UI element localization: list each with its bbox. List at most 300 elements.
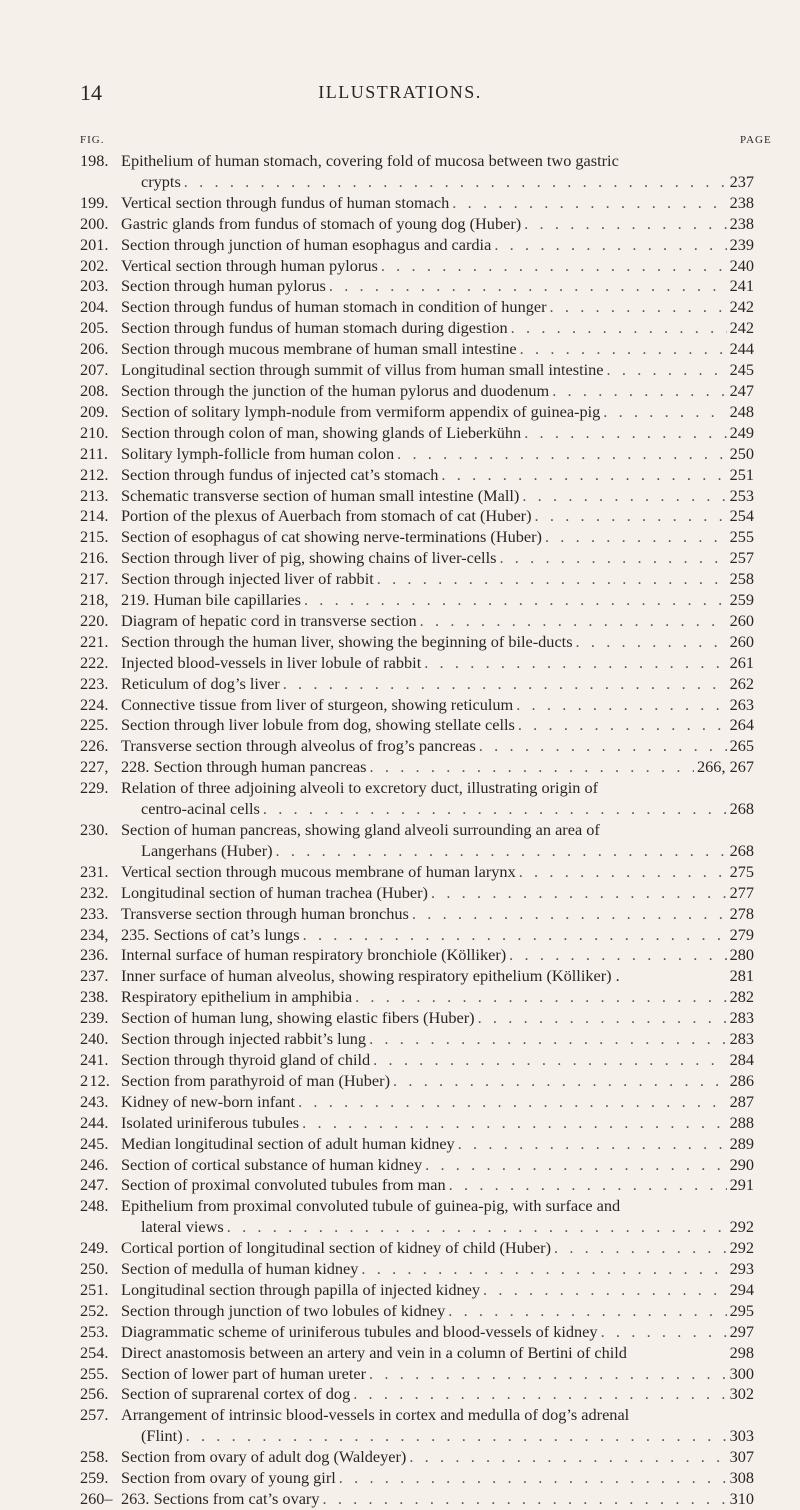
list-item: [80, 757, 754, 778]
list-item: [80, 1196, 754, 1238]
page-ref: 239: [729, 234, 754, 254]
fig-number: 241.: [80, 1049, 109, 1069]
entry-body: [121, 1134, 754, 1155]
list-item: [80, 1134, 754, 1155]
dot-leader: [441, 465, 726, 486]
fig-number: 208.: [80, 380, 109, 400]
entry-title: Portion of the plexus of Auerbach from stomach of cat (Huber): [121, 506, 532, 526]
entry-body: [121, 486, 754, 507]
entry-body: [121, 1343, 754, 1364]
list-item: [80, 945, 754, 966]
page-ref: 303: [729, 1426, 754, 1446]
fig-number: 230.: [80, 820, 109, 839]
entry-leader-line: [121, 1092, 754, 1113]
fig-number: 218,: [80, 590, 109, 610]
fig-number: 214.: [80, 506, 109, 526]
dot-leader: [276, 841, 727, 862]
list-item: [80, 235, 754, 256]
page-ref: 268: [729, 799, 754, 819]
fig-number: 210.: [80, 422, 109, 442]
dot-leader: [448, 1301, 726, 1322]
entry-leader-line: [121, 1008, 754, 1029]
entry-leader-line: [121, 444, 754, 465]
entry-body: [121, 151, 754, 193]
list-item: [80, 1155, 754, 1176]
entry-title: Kidney of new-born infant: [121, 1091, 296, 1111]
entry-leader-line: [121, 1468, 754, 1489]
illustration-list: [80, 151, 754, 1510]
entry-body: [121, 381, 754, 402]
fig-number: 2 12.: [80, 1070, 110, 1090]
dot-leader: [298, 1092, 727, 1113]
fig-number: 257.: [80, 1405, 109, 1425]
entry-body: [121, 193, 754, 214]
fig-number: 207.: [80, 360, 109, 380]
entry-title: 263. Sections from cat’s ovary: [121, 1489, 320, 1508]
dot-leader: [361, 1259, 726, 1280]
fig-number: 224.: [80, 694, 109, 714]
entry-leader-line: [121, 1384, 754, 1405]
page-ref: 298: [729, 1342, 754, 1362]
dot-leader: [425, 1155, 726, 1176]
entry-title: Isolated uriniferous tubules: [121, 1112, 300, 1132]
fig-number: 227,: [80, 757, 109, 777]
fig-number: 247.: [80, 1175, 109, 1195]
page-ref: 268: [729, 840, 754, 860]
fig-number: 221.: [80, 631, 109, 651]
dot-leader: [283, 674, 727, 695]
list-item: [80, 1405, 754, 1447]
entry-body: [121, 1092, 754, 1113]
list-item: [80, 548, 754, 569]
page-ref: 282: [729, 987, 754, 1007]
entry-body: [121, 966, 754, 987]
page-ref: 292: [729, 1238, 754, 1258]
page-ref: 302: [729, 1384, 754, 1404]
entry-body: [121, 506, 754, 527]
dot-leader: [263, 799, 727, 820]
dot-leader: [369, 1364, 727, 1385]
page-ref: 263: [729, 694, 754, 714]
entry-leader-line: [121, 611, 754, 632]
list-item: [80, 276, 754, 297]
entry-leader-line: [121, 1280, 754, 1301]
entry-body: [121, 214, 754, 235]
entry-body: [121, 862, 754, 883]
entry-leader-line: [121, 757, 754, 778]
page-ref: 294: [729, 1279, 754, 1299]
fig-number: 248.: [80, 1196, 109, 1216]
page-ref: 287: [729, 1091, 754, 1111]
entry-leader-line: [121, 715, 754, 736]
entry-title: Section through fundus of human stomach in condition of hunger: [121, 297, 547, 317]
list-item: [80, 632, 754, 653]
entry-leader-line: [121, 276, 754, 297]
entry-body: [121, 1113, 754, 1134]
page-ref: 279: [729, 924, 754, 944]
page-ref: 260: [729, 610, 754, 630]
entry-title-line: Section of human pancreas, showing gland alveoli surrounding an area of: [121, 820, 600, 839]
list-item: [80, 1175, 754, 1196]
list-item: [80, 862, 754, 883]
entry-title: crypts: [141, 171, 181, 191]
entry-body: [121, 883, 754, 904]
dot-leader: [304, 590, 727, 611]
entry-title-line: Relation of three adjoining alveoli to excretory duct, illustrating origin of: [121, 778, 599, 798]
page-number: 14: [80, 80, 102, 105]
entry-body: [121, 1468, 754, 1489]
entry-title: Section through thyroid gland of child: [121, 1049, 371, 1069]
entry-leader-line: [121, 1364, 754, 1385]
list-item: [80, 1489, 754, 1510]
entry-body: [121, 1008, 754, 1029]
entry-title: Section from ovary of young girl: [121, 1468, 336, 1488]
dot-leader: [424, 653, 726, 674]
fig-number: 209.: [80, 401, 109, 421]
entry-leader-line: [121, 297, 754, 318]
dot-leader: [535, 506, 727, 527]
page-ref: 261: [729, 652, 754, 672]
entry-body: [121, 465, 754, 486]
dot-leader: [329, 276, 727, 297]
page-ref: 293: [729, 1259, 754, 1279]
entry-body: [121, 590, 754, 611]
entry-leader-line: [121, 360, 754, 381]
entry-title: Gastric glands from fundus of stomach of young dog (Huber): [121, 213, 522, 233]
dot-leader: [397, 444, 726, 465]
fig-number: 205.: [80, 318, 109, 338]
dot-leader: [373, 1050, 726, 1071]
dot-leader: [369, 1029, 727, 1050]
entry-title: Section through fundus of human stomach during digestion: [121, 318, 508, 338]
list-item: [80, 1343, 754, 1364]
page-ref: 283: [729, 1029, 754, 1049]
list-item: [80, 444, 754, 465]
list-item: [80, 339, 754, 360]
dot-leader: [381, 256, 727, 277]
dot-leader: [607, 360, 727, 381]
entry-leader-line: [121, 1447, 754, 1468]
list-item: [80, 297, 754, 318]
page-ref: 300: [729, 1363, 754, 1383]
page-ref: 257: [729, 548, 754, 568]
fig-number: 199.: [80, 192, 109, 212]
fig-column-heading: FIG.: [80, 134, 105, 146]
list-item: [80, 820, 754, 862]
entry-body: [121, 1155, 754, 1176]
fig-number: 256.: [80, 1384, 109, 1404]
fig-number: 260–: [80, 1489, 113, 1508]
entry-body: [121, 1259, 754, 1280]
entry-body: [121, 423, 754, 444]
entry-leader-line: [121, 1489, 754, 1510]
list-item: [80, 1238, 754, 1259]
entry-leader-line: [121, 1238, 754, 1259]
dot-leader: [479, 736, 727, 757]
list-item: [80, 423, 754, 444]
list-item: [80, 715, 754, 736]
fig-number: 244.: [80, 1112, 109, 1132]
entry-leader-line: [121, 590, 754, 611]
entry-body: [121, 569, 754, 590]
entry-title: Langerhans (Huber): [141, 840, 273, 860]
entry-body: [121, 632, 754, 653]
entry-title: Vertical section through mucous membrane of human larynx: [121, 861, 516, 881]
entry-title: Section through junction of human esophagus and cardia: [121, 234, 492, 254]
list-item: [80, 506, 754, 527]
fig-number: 258.: [80, 1447, 109, 1467]
dot-leader: [370, 757, 695, 778]
dot-leader: [412, 904, 727, 925]
list-item: [80, 1468, 754, 1489]
entry-leader-line: [121, 695, 754, 716]
entry-body: [121, 402, 754, 423]
entry-title: Internal surface of human respiratory bronchiole (Kölliker): [121, 945, 507, 965]
entry-leader-line: [121, 1175, 754, 1196]
list-item: [80, 256, 754, 277]
fig-number: 202.: [80, 255, 109, 275]
entry-title-line: Epithelium from proximal convoluted tubule of guinea-pig, with surface and: [121, 1196, 621, 1216]
page-ref: 292: [729, 1217, 754, 1237]
dot-leader: [520, 339, 727, 360]
page-ref: 238: [729, 192, 754, 212]
entry-leader-line: [121, 381, 754, 402]
list-item: [80, 465, 754, 486]
entry-body: [121, 1364, 754, 1385]
entry-leader-line: [121, 1071, 754, 1092]
list-item: [80, 925, 754, 946]
fig-number: 213.: [80, 485, 109, 505]
entry-title: Section of solitary lymph-nodule from vermiform appendix of guinea-pig: [121, 401, 601, 421]
dot-leader: [184, 172, 727, 193]
list-item: [80, 214, 754, 235]
dot-leader: [393, 1071, 727, 1092]
list-item: [80, 695, 754, 716]
entry-title: Transverse section through alveolus of frog’s pancreas: [121, 736, 476, 756]
entry-title: Section through liver of pig, showing chains of liver-cells: [121, 548, 497, 568]
entry-leader-line: [121, 1301, 754, 1322]
fig-number: 206.: [80, 339, 109, 359]
list-item: [80, 653, 754, 674]
entry-leader-line: [121, 653, 754, 674]
dot-leader: [377, 569, 727, 590]
fig-number: 240.: [80, 1029, 109, 1049]
entry-body: [121, 1405, 754, 1447]
entry-body: [121, 1322, 754, 1343]
entry-body: [121, 1029, 754, 1050]
entry-title: (Flint): [141, 1426, 183, 1446]
entry-body: [121, 715, 754, 736]
dot-leader: [483, 1280, 727, 1301]
dot-leader: [554, 1238, 727, 1259]
entry-leader-line: [121, 1217, 754, 1238]
dot-leader: [478, 1008, 727, 1029]
page-ref: 264: [729, 715, 754, 735]
entry-title: Inner surface of human alveolus, showing respiratory epithelium (Kölliker) .: [121, 966, 620, 986]
list-item: [80, 193, 754, 214]
fig-number: 255.: [80, 1363, 109, 1383]
entry-leader-line: [121, 736, 754, 757]
entry-body: [121, 1447, 754, 1468]
entry-body: [121, 318, 754, 339]
entry-body: [121, 1301, 754, 1322]
entry-title: Section through mucous membrane of human small intestine: [121, 339, 517, 359]
list-item: [80, 151, 754, 193]
entry-leader-line: [121, 339, 754, 360]
fig-number: 204.: [80, 297, 109, 317]
list-item: [80, 1029, 754, 1050]
fig-number: 249.: [80, 1238, 109, 1258]
dot-leader: [323, 1489, 727, 1510]
page-ref: 297: [729, 1321, 754, 1341]
fig-number: 253.: [80, 1321, 109, 1341]
list-item: [80, 966, 754, 987]
dot-leader: [355, 987, 727, 1008]
page-ref: 248: [729, 401, 754, 421]
fig-number: 220.: [80, 610, 109, 630]
entry-title: 219. Human bile capillaries: [121, 590, 301, 610]
dot-leader: [509, 945, 726, 966]
entry-title: Schematic transverse section of human small intestine (Mall): [121, 485, 520, 505]
entry-title: Section through injected liver of rabbit: [121, 569, 374, 589]
page-ref: 310: [729, 1489, 754, 1508]
list-item: [80, 1364, 754, 1385]
list-item: [80, 360, 754, 381]
entry-title: Section of lower part of human ureter: [121, 1363, 367, 1383]
fig-number: 234,: [80, 924, 109, 944]
entry-leader-line: [121, 1113, 754, 1134]
dot-leader: [452, 193, 726, 214]
dot-leader: [494, 235, 726, 256]
page-ref: 278: [729, 903, 754, 923]
fig-number: 198.: [80, 151, 109, 170]
page-ref: 307: [729, 1447, 754, 1467]
entry-title: Longitudinal section through summit of villus from human small intestine: [121, 360, 604, 380]
page-ref: 251: [729, 464, 754, 484]
entry-body: [121, 674, 754, 695]
fig-number: 238.: [80, 987, 109, 1007]
entry-title: centro-acinal cells: [141, 799, 260, 819]
entry-title: 235. Sections of cat’s lungs: [121, 924, 300, 944]
entry-body: [121, 1175, 754, 1196]
dot-leader: [449, 1175, 727, 1196]
fig-number: 226.: [80, 736, 109, 756]
dot-leader: [603, 402, 726, 423]
dot-leader: [550, 297, 727, 318]
page-ref: 255: [729, 527, 754, 547]
fig-number: 201.: [80, 234, 109, 254]
entry-leader-line: [121, 256, 754, 277]
list-item: [80, 527, 754, 548]
list-item: [80, 1008, 754, 1029]
fig-number: 229.: [80, 778, 109, 798]
entry-leader-line: [121, 465, 754, 486]
entry-leader-line: [121, 506, 754, 527]
page-ref: 290: [729, 1154, 754, 1174]
page-ref: 258: [729, 569, 754, 589]
entry-body: [121, 339, 754, 360]
entry-leader-line: [121, 402, 754, 423]
dot-leader: [516, 695, 726, 716]
entry-body: [121, 736, 754, 757]
entry-leader-line: [121, 987, 754, 1008]
entry-leader-line: [121, 1259, 754, 1280]
entry-body: [121, 987, 754, 1008]
list-item: [80, 1071, 754, 1092]
entry-title: Section through human pylorus: [121, 276, 326, 296]
entry-leader-line: [121, 1134, 754, 1155]
dot-leader: [552, 381, 726, 402]
entry-title: Section through fundus of injected cat’s stomach: [121, 464, 439, 484]
fig-number: 203.: [80, 276, 109, 296]
entry-body: [121, 276, 754, 297]
fig-number: 233.: [80, 903, 109, 923]
page-ref: 242: [729, 318, 754, 338]
entry-leader-line: [121, 318, 754, 339]
entry-title: Diagrammatic scheme of uriniferous tubules and blood-vessels of kidney: [121, 1321, 598, 1341]
fig-number: 252.: [80, 1300, 109, 1320]
dot-leader: [431, 883, 727, 904]
page-ref: 266, 267: [697, 757, 754, 777]
list-item: [80, 381, 754, 402]
list-item: [80, 987, 754, 1008]
list-item: [80, 402, 754, 423]
entry-body: [121, 778, 754, 820]
entry-title: Diagram of hepatic cord in transverse section: [121, 610, 417, 630]
list-item: [80, 883, 754, 904]
list-item: [80, 778, 754, 820]
fig-number: 251.: [80, 1279, 109, 1299]
fig-number: 232.: [80, 882, 109, 902]
page-ref: 295: [729, 1300, 754, 1320]
page-ref: 262: [729, 673, 754, 693]
entry-body: [121, 945, 754, 966]
dot-leader: [227, 1217, 727, 1238]
fig-number: 223.: [80, 673, 109, 693]
entry-leader-line: [121, 1029, 754, 1050]
entry-title: Cortical portion of longitudinal section of kidney of child (Huber): [121, 1238, 551, 1258]
list-item: [80, 611, 754, 632]
entry-title: Section of medulla of human kidney: [121, 1259, 359, 1279]
page-ref: 245: [729, 360, 754, 380]
entry-leader-line: [121, 674, 754, 695]
entry-body: [121, 1050, 754, 1071]
page-ref: 247: [729, 380, 754, 400]
entry-title: Section through the junction of the human pylorus and duodenum: [121, 380, 550, 400]
list-item: [80, 318, 754, 339]
entry-title: Section of suprarenal cortex of dog: [121, 1384, 351, 1404]
entry-body: [121, 1280, 754, 1301]
entry-leader-line: [121, 883, 754, 904]
list-item: [80, 590, 754, 611]
entry-body: [121, 695, 754, 716]
entry-leader-line: [121, 799, 754, 820]
entry-leader-line: [121, 569, 754, 590]
list-item: [80, 1050, 754, 1071]
dot-leader: [409, 1447, 726, 1468]
fig-number: 245.: [80, 1133, 109, 1153]
fig-number: 259.: [80, 1468, 109, 1488]
page-ref: 288: [729, 1112, 754, 1132]
entry-title: Section through liver lobule from dog, showing stellate cells: [121, 715, 515, 735]
list-item: [80, 1301, 754, 1322]
dot-leader: [522, 486, 726, 507]
entry-title: Longitudinal section through papilla of injected kidney: [121, 1279, 481, 1299]
entry-title: Section through injected rabbit’s lung: [121, 1029, 367, 1049]
entry-title: Connective tissue from liver of sturgeon, showing reticulum: [121, 694, 514, 714]
dot-leader: [458, 1134, 727, 1155]
list-item: [80, 904, 754, 925]
